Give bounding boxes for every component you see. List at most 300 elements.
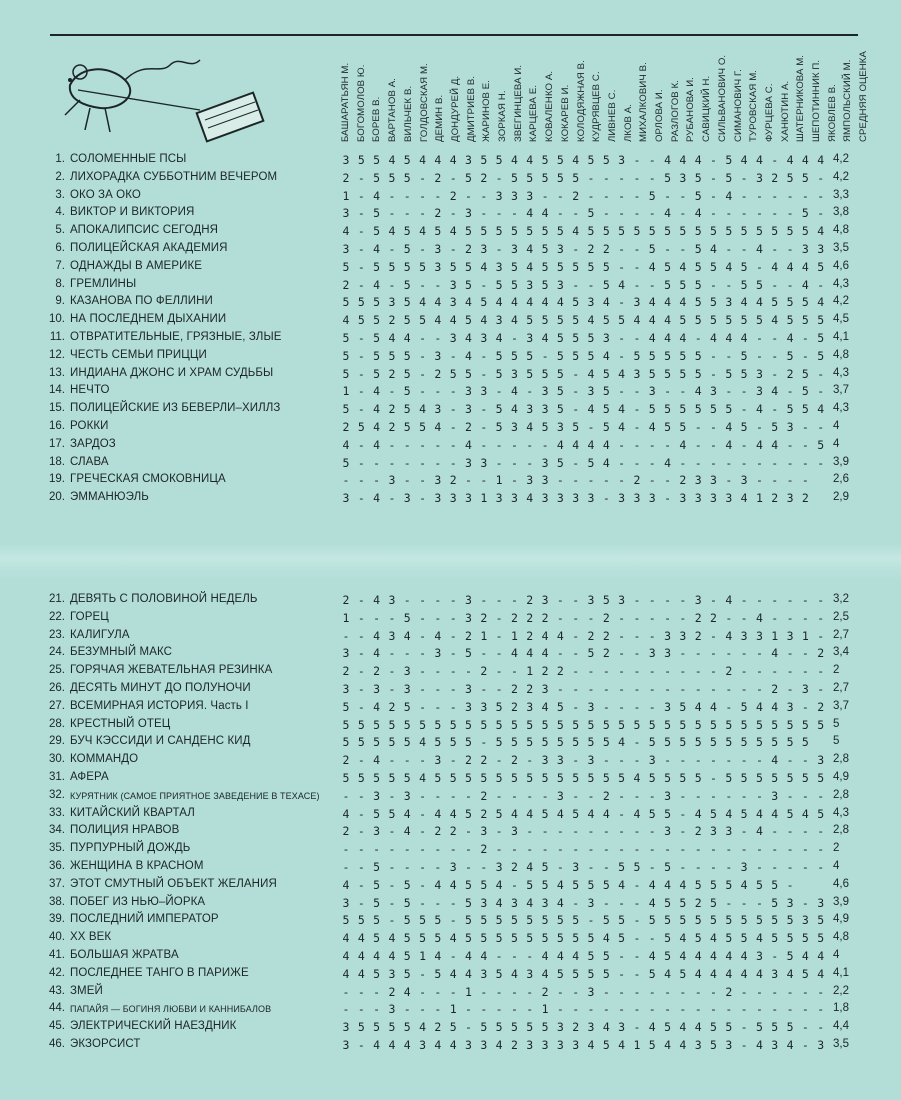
score-cell: 5 [572,877,580,892]
score-cell: 2 [388,984,396,999]
score-cell: 4 [342,313,350,328]
score-cell: - [618,628,626,643]
film-number: 23. [49,628,65,641]
score-cell: 5 [587,771,595,785]
score-cell: - [710,646,717,661]
score-cell: - [618,984,626,999]
score-cell: 5 [786,717,794,732]
film-number: 45. [49,1020,65,1033]
score-cell: 5 [526,913,534,928]
score-cell: - [679,455,687,470]
score-cell: 4 [755,824,763,839]
score-cell: - [434,984,442,999]
score-cell: - [480,646,488,661]
score-cell: - [771,1002,779,1017]
score-cell: 5 [740,348,748,363]
score-cell: - [725,473,733,488]
score-cell: 4 [694,1020,702,1035]
score-cell: - [449,628,457,643]
score-cell: 4 [755,931,763,946]
score-cell: - [572,455,580,470]
score-cell: - [725,277,733,292]
score-cell: 5 [373,348,381,363]
score-cell: 5 [618,860,626,874]
reviewer-column-header [387,62,399,142]
score-cell: 5 [480,295,488,310]
score-cell: - [526,842,534,857]
reviewer-name: ФУРЦЕВА С. [763,83,775,142]
score-cell: - [572,366,580,381]
score-cell: 3 [755,384,763,399]
score-cell: 4 [602,455,610,470]
score-cell: 5 [801,295,809,310]
score-cell: 5 [342,348,350,363]
score-cell: 4 [373,242,381,256]
score-cell: - [419,682,427,696]
average-score: 4 [833,420,840,432]
score-cell: - [664,473,672,488]
score-cell: 5 [465,806,472,821]
score-cell: - [771,949,779,963]
score-cell: 3 [786,420,794,434]
score-cell: 5 [403,348,411,363]
score-cell: 4 [434,153,442,167]
score-cell: 5 [510,259,518,274]
score-cell: - [664,753,672,768]
score-cell: 3 [725,295,733,310]
score-cell: 5 [403,877,411,892]
score-cell: - [664,984,672,999]
score-cell: - [495,842,503,857]
score-cell: 4 [480,313,488,328]
score-cell: - [602,206,610,221]
score-cell: 4 [388,153,396,167]
score-cell: 4 [725,806,733,821]
score-cell: 2 [587,242,595,256]
score-cell: 5 [664,420,672,434]
score-cell: - [633,628,641,643]
score-cell: - [602,664,610,679]
score-cell: - [740,664,748,679]
score-cell: - [602,1002,610,1017]
score-cell: - [419,966,427,981]
score-cell: 4 [679,153,687,167]
film-row [0,1037,901,1054]
score-cell: - [572,788,580,803]
score-cell: - [587,788,595,803]
score-cell: - [740,895,748,910]
score-cell: 5 [572,966,580,981]
score-cell: 4 [342,224,350,239]
score-cell: 5 [755,735,763,750]
score-cell: 5 [541,931,549,946]
score-cell: - [755,348,763,363]
reviewer-name: КАРЦЕВА Е. [528,84,540,142]
score-cell: - [740,1002,748,1017]
score-cell: - [342,860,350,874]
score-cell: - [572,664,580,679]
score-cell: - [434,788,442,803]
score-cell: 4 [817,153,825,167]
score-cell: 5 [710,1038,717,1052]
score-cell: 4 [388,949,396,963]
score-cell: 5 [342,331,350,345]
film-title: ПОСЛЕДНЕЕ ТАНГО В ПАРИЖЕ [70,966,249,979]
score-cell: 5 [556,402,564,417]
score-cell: - [556,860,564,874]
score-cell: - [710,170,717,185]
score-cell: 5 [403,277,411,292]
score-cell: - [526,788,534,803]
film-title: ПОЛИЦЕЙСКИЕ ИЗ БЕВЕРЛИ–ХИЛЛЗ [70,402,281,415]
score-cell: 5 [771,735,779,750]
score-cell: - [419,170,427,185]
score-cell: 4 [373,1038,381,1052]
score-cell: - [740,384,748,399]
score-cell: 5 [572,348,580,363]
score-cell: 3 [526,473,534,488]
score-cell: 4 [403,984,411,999]
score-cell: 5 [572,259,580,274]
score-cell: 2 [480,610,488,625]
score-cell: - [633,913,641,928]
score-cell: - [694,455,702,470]
score-cell: 5 [434,913,442,928]
score-cell: - [710,277,717,292]
score-cell: 5 [786,295,794,310]
score-cell: - [771,188,779,203]
score-cell: - [388,860,396,874]
score-cell: - [801,1002,809,1017]
score-cell: 1 [342,610,350,625]
score-cell: 2 [510,682,518,696]
score-cell: - [388,664,396,679]
score-cell: - [755,206,763,221]
score-cell: 4 [710,966,717,981]
score-cell: 4 [817,402,825,417]
average-score: 2,6 [833,473,849,486]
score-cell: 5 [602,717,610,732]
score-cell: - [817,206,825,221]
score-cell: 5 [648,771,656,785]
score-cell: 3 [771,966,779,981]
score-cell: 4 [342,966,350,981]
score-cell: 5 [388,735,396,750]
score-cell: 4 [755,437,763,452]
score-cell: - [801,842,809,857]
score-cell: - [465,1020,472,1035]
score-cell: - [434,331,442,345]
average-score: 2,8 [833,824,849,837]
score-cell: 3 [465,1038,472,1052]
score-cell: - [510,788,518,803]
score-cell: - [817,455,825,470]
score-cell: 4 [801,153,809,167]
score-cell: - [633,699,641,714]
score-cell: 3 [740,860,748,874]
score-cell: 5 [786,913,794,928]
score-cell: - [357,384,365,399]
score-cell: - [740,437,748,452]
score-cell: 2 [725,664,733,679]
score-cell: 2 [710,610,717,625]
film-title: ГРЕМЛИНЫ [70,277,137,290]
score-cell: - [357,628,365,643]
film-number: 21. [49,593,65,605]
score-cell: - [419,188,427,203]
score-cell: - [572,628,580,643]
score-cell: 5 [786,402,794,417]
score-cell: 4 [403,331,411,345]
score-cell: - [357,895,365,910]
score-cell: 3 [434,259,442,274]
score-cell: 5 [373,366,381,381]
score-cell: 4 [373,628,381,643]
score-cell: 5 [740,806,748,821]
reviewer-column-header [764,62,776,142]
score-cell: - [740,682,748,696]
score-cell: - [679,753,687,768]
reviewer-column-header [716,54,729,142]
score-cell: - [480,206,488,221]
score-cell: 3 [434,491,442,506]
score-cell: 5 [679,420,687,434]
film-row [0,628,901,645]
film-title: БЕЗУМНЫЙ МАКС [70,646,173,659]
average-score: 5 [833,735,840,748]
film-number: 12. [49,348,65,361]
score-cell: - [403,473,411,488]
score-cell: - [572,1002,580,1017]
score-cell: - [725,646,733,661]
score-cell: 5 [480,224,488,239]
score-cell: - [357,277,365,292]
score-cell: - [419,206,427,221]
score-cell: - [342,473,350,488]
score-cell: 2 [388,313,396,328]
score-cell: 3 [510,242,518,256]
score-cell: 5 [648,242,656,256]
score-cell: - [419,277,427,292]
film-title: ВСЕМИРНАЯ ИСТОРИЯ. Часть I [70,699,249,712]
score-cell: 3 [510,366,518,381]
score-cell: 4 [648,420,656,434]
score-cell: 3 [495,860,503,874]
score-cell: - [817,384,825,399]
score-cell: 4 [465,966,472,981]
score-cell: - [357,348,365,363]
score-cell: - [618,206,626,221]
score-cell: - [725,895,733,910]
score-cell: - [388,610,396,625]
score-cell: - [664,610,672,625]
film-number: 22. [49,610,65,623]
score-cell: 1 [465,984,472,999]
score-cell: 4 [510,966,518,981]
score-cell: 4 [755,402,763,417]
score-cell: - [725,348,733,363]
score-cell: - [618,455,626,470]
reviewer-name: ВИЛЬЧЕК В. [402,85,414,142]
score-cell: 4 [786,331,794,345]
score-cell: - [541,788,549,803]
score-cell: 5 [694,277,702,292]
score-cell: 4 [664,313,672,328]
score-cell: - [633,455,641,470]
score-cell: - [786,437,794,452]
score-cell: - [541,842,549,857]
score-cell: 5 [679,348,687,363]
score-cell: 3 [648,646,656,661]
score-cell: 5 [771,913,779,928]
score-cell: - [480,860,488,874]
reviewer-column-header [434,62,446,142]
score-cell: 5 [740,224,748,239]
reviewer-name: ОРЛОВА И. [654,89,665,142]
reviewer-column-header [403,62,415,142]
score-cell: 4 [373,384,381,399]
score-cell: 5 [495,931,503,946]
score-cell: 5 [526,735,534,750]
score-cell: - [357,259,365,274]
score-cell: - [587,473,595,488]
score-cell: 5 [602,402,610,417]
score-cell: 5 [740,366,748,381]
score-cell: 5 [664,224,672,239]
score-cell: - [694,753,702,768]
score-cell: 4 [587,806,595,821]
score-cell: - [357,860,365,874]
score-cell: - [679,242,687,256]
score-cell: - [817,664,825,679]
film-number: 26. [49,682,65,694]
score-cell: 2 [388,366,396,381]
film-row [0,984,901,1001]
score-cell: - [449,348,457,363]
film-row [0,472,901,489]
average-score: 4,6 [833,259,849,272]
score-cell: 3 [679,628,687,643]
score-cell: 5 [710,313,717,328]
score-cell: 5 [694,366,702,381]
score-cell: - [755,188,763,203]
reviewer-column-header [685,62,697,142]
score-cell: - [817,188,825,203]
score-cell: 5 [801,402,809,417]
score-cell: 5 [388,771,396,785]
score-cell: 5 [786,806,794,821]
score-cell: 4 [587,402,595,417]
film-title: БОЛЬШАЯ ЖРАТВА [70,949,179,961]
score-cell: 3 [526,188,534,203]
score-cell: - [679,188,687,203]
average-score: 3,7 [833,384,849,397]
score-cell: 3 [480,895,488,910]
score-cell: - [648,824,656,839]
score-cell: - [357,984,365,999]
score-cell: 5 [357,153,365,167]
score-cell: 2 [694,824,702,839]
score-cell: 4 [403,806,411,821]
score-cell: 3 [526,1038,534,1052]
score-cell: 5 [664,402,672,417]
score-cell: 3 [694,593,702,607]
score-cell: - [465,860,472,874]
score-cell: - [633,402,641,417]
score-cell: - [801,824,809,839]
score-cell: 5 [556,699,564,714]
score-cell: 5 [801,366,809,381]
score-cell: 3 [587,1020,595,1035]
score-cell: 2 [480,664,488,679]
score-cell: - [556,610,564,625]
film-number: 31. [49,771,65,783]
score-cell: - [664,664,672,679]
score-cell: 5 [342,455,350,470]
score-cell: - [465,824,472,839]
score-cell: 3 [587,491,595,506]
score-cell: - [373,842,381,857]
score-cell: 2 [388,402,396,417]
score-cell: - [633,824,641,839]
score-cell: - [725,206,733,221]
score-cell: 3 [480,455,488,470]
score-cell: 2 [342,593,350,607]
score-cell: - [495,753,503,768]
score-cell: 5 [541,717,549,732]
score-cell: - [357,402,365,417]
score-cell: - [664,1002,672,1017]
film-title: ПОСЛЕДНИЙ ИМПЕРАТОР [70,913,219,926]
score-cell: - [786,593,794,607]
score-cell: - [694,682,702,696]
reviewer-column-header [748,62,760,142]
score-cell: 5 [710,295,717,310]
score-cell: - [679,1002,687,1017]
score-cell: - [817,420,825,434]
score-cell: - [587,682,595,696]
score-cell: 4 [449,153,457,167]
score-cell: 5 [648,735,656,750]
score-cell: 4 [556,806,564,821]
score-cell: 5 [755,313,763,328]
score-cell: 4 [434,1038,442,1052]
score-cell: - [434,682,442,696]
score-cell: - [648,473,656,488]
score-cell: 2 [602,628,610,643]
score-cell: - [801,1020,809,1035]
score-cell: - [817,610,825,625]
score-cell: - [679,682,687,696]
score-cell: 5 [449,771,457,785]
film-number: 41. [49,949,65,961]
score-cell: - [664,188,672,203]
film-number: 39. [49,913,65,926]
score-cell: 5 [771,895,779,910]
score-cell: 3 [648,384,656,399]
score-cell: - [618,610,626,625]
score-cell: 4 [801,277,809,292]
score-cell: - [817,682,825,696]
reviewer-column-header [701,62,713,142]
score-cell: 4 [556,877,564,892]
score-cell: 5 [434,931,442,946]
film-title: ПОЛИЦЕЙСКАЯ АКАДЕМИЯ [70,242,228,254]
score-cell: 4 [342,877,350,892]
score-cell: 5 [694,188,702,203]
score-cell: - [740,646,748,661]
score-cell: - [786,206,794,221]
